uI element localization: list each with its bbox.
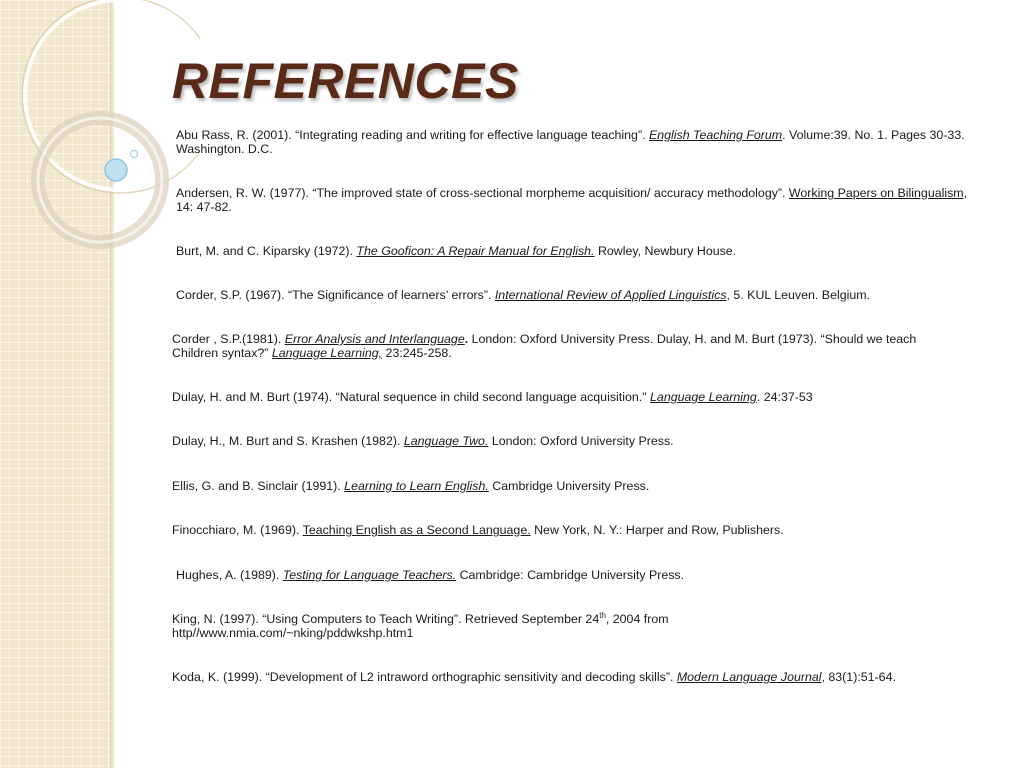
reference-source-title: Language Two.	[403, 434, 489, 448]
page-title: REFERENCES	[172, 53, 519, 109]
reference-text: , 83(1):51-64.	[821, 670, 896, 684]
reference-text: 23:245-258.	[382, 346, 452, 360]
reference-item	[172, 434, 972, 448]
reference-text: Finocchiaro, M. (1969).	[172, 523, 303, 537]
reference-text: Hughes, A. (1989).	[176, 568, 283, 582]
reference-item	[176, 568, 976, 582]
reference-item	[172, 612, 732, 640]
reference-source-title: Teaching English as a Second Language.	[302, 523, 531, 537]
reference-item	[172, 390, 972, 404]
reference-text: Corder, S.P. (1967). “The Significance of learners’ errors”.	[176, 288, 495, 302]
reference-source-title: Error Analysis and Interlanguage	[284, 332, 465, 346]
reference-source-title: Language Learning,	[271, 346, 383, 360]
reference-source-title: Learning to Learn English.	[344, 479, 489, 493]
reference-text: King, N. (1997). “Using Computers to Teach Writing”. Retrieved September 24	[172, 612, 600, 626]
reference-item	[176, 128, 976, 156]
reference-text: London: Oxford University Press.	[488, 434, 674, 448]
reference-text: , 5. KUL Leuven. Belgium.	[726, 288, 871, 302]
reference-text: Dulay, H., M. Burt and S. Krashen (1982).	[172, 434, 404, 448]
reference-text: Andersen, R. W. (1977). “The improved state of cross-sectional morpheme acquisition/ accuracy methodology”.	[176, 186, 789, 200]
reference-item	[172, 523, 972, 537]
reference-text: Dulay, H. and M. Burt (1974). “Natural sequence in child second language acquisition."	[172, 390, 651, 404]
ordinal-suffix: th	[599, 610, 606, 620]
reference-text: London: Oxford University Press. Dulay, H. and M. Burt (1973). “Should we teach Children syntax?”	[172, 332, 917, 360]
reference-source-title: English Teaching Forum	[648, 128, 783, 142]
reference-text: . Volume:39. No. 1. Pages 30-33. Washington. D.C.	[176, 128, 965, 156]
reference-text: Abu Rass, R. (2001). “Integrating reading and writing for effective language teaching”.	[176, 128, 649, 142]
reference-source-title: Modern Language Journal	[676, 670, 822, 684]
reference-item	[176, 244, 976, 258]
reference-source-title: Language Learning	[650, 390, 757, 404]
reference-item	[172, 332, 952, 360]
reference-item	[176, 186, 976, 214]
reference-text: Burt, M. and C. Kiparsky (1972).	[176, 244, 357, 258]
reference-item	[172, 670, 972, 684]
reference-text: 14: 47-82.	[176, 200, 232, 214]
reference-text: Rowley, Newbury House.	[594, 244, 737, 258]
reference-text: Cambridge: Cambridge University Press.	[456, 568, 685, 582]
reference-text: Ellis, G. and B. Sinclair (1991).	[172, 479, 345, 493]
reference-text: New York, N. Y.: Harper and Row, Publishers.	[530, 523, 784, 537]
reference-item	[172, 479, 972, 493]
reference-source-title: International Review of Applied Linguistics	[494, 288, 727, 302]
reference-text: . 24:37-53	[756, 390, 813, 404]
reference-text: , 2004 from http//www.nmia.com/~nking/pddwkshp.htm1	[172, 612, 669, 640]
reference-source-title: Working Papers on Bilingualism,	[788, 186, 968, 200]
reference-item	[176, 288, 976, 302]
reference-text: Corder , S.P.(1981).	[172, 332, 285, 346]
reference-source-title: Testing for Language Teachers.	[282, 568, 457, 582]
reference-source-title: The Gooficon: A Repair Manual for English.	[356, 244, 595, 258]
reference-text: Koda, K. (1999). “Development of L2 intraword orthographic sensitivity and decoding skills”.	[172, 670, 677, 684]
reference-text: .	[464, 332, 469, 346]
reference-text: Cambridge University Press.	[488, 479, 650, 493]
